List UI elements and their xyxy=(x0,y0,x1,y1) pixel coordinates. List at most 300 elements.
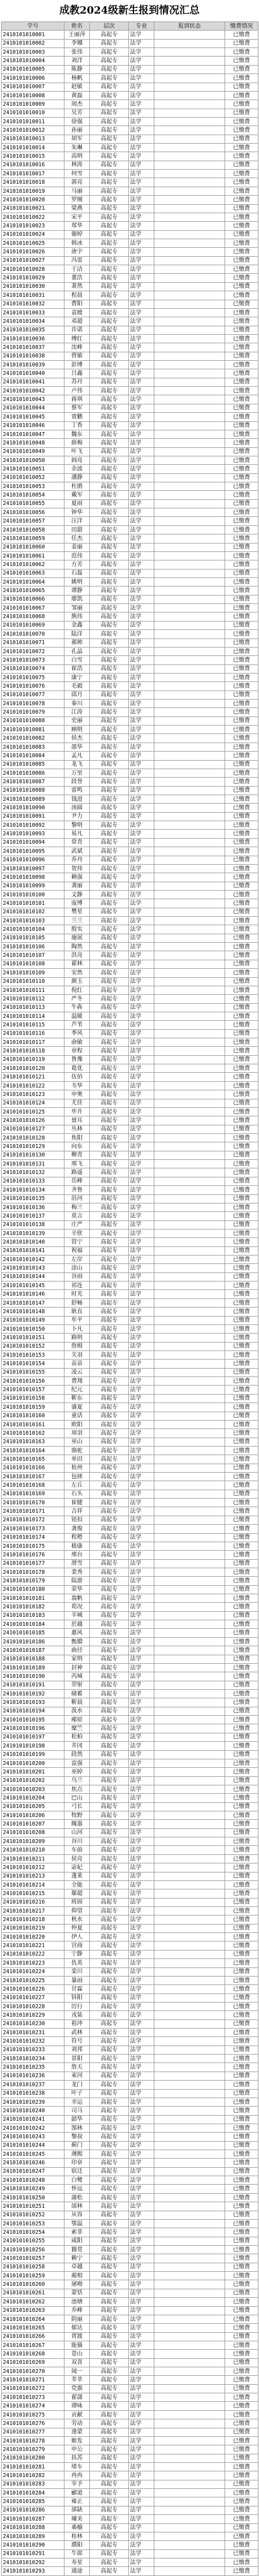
payment-cell: 已缴费 xyxy=(225,1629,258,1637)
payment-cell: 已缴费 xyxy=(225,491,258,499)
student-name-cell: 秋水 xyxy=(64,1915,90,1924)
student-id-cell: 2410101010143 xyxy=(2,1264,64,1272)
student-name-cell: 钮扣 xyxy=(64,1516,90,1524)
level-cell: 高起专 xyxy=(90,752,129,760)
payment-cell: 已缴费 xyxy=(225,1281,258,1290)
student-name-cell: 封神 xyxy=(64,1663,90,1672)
payment-cell: 已缴费 xyxy=(225,1785,258,1793)
payment-cell: 已缴费 xyxy=(225,1073,258,1081)
payment-cell: 已缴费 xyxy=(225,1620,258,1629)
status-cell xyxy=(154,1186,225,1194)
student-id-cell: 2410101010289 xyxy=(2,2532,64,2540)
level-cell: 高起专 xyxy=(90,2445,129,2454)
table-row xyxy=(2,1090,258,1099)
payment-cell: 已缴费 xyxy=(225,248,258,256)
student-name-cell: 林涛 xyxy=(64,161,90,169)
level-cell: 高起专 xyxy=(90,248,129,256)
student-id-cell: 2410101010262 xyxy=(2,2298,64,2306)
table-row xyxy=(2,1585,258,1594)
table-row xyxy=(2,551,258,560)
status-cell xyxy=(154,1985,225,1994)
student-name-cell: 班固 xyxy=(64,1898,90,1906)
level-cell: 高起专 xyxy=(90,2289,129,2297)
table-row xyxy=(2,1716,258,1724)
table-row xyxy=(2,2558,258,2566)
level-cell: 高起专 xyxy=(90,2497,129,2506)
major-cell: 法学 xyxy=(129,126,154,135)
major-cell: 法学 xyxy=(129,517,154,525)
status-cell xyxy=(154,83,225,91)
level-cell: 高起专 xyxy=(90,1246,129,1255)
level-cell: 高起专 xyxy=(90,1933,129,1941)
status-cell xyxy=(154,543,225,551)
status-cell xyxy=(154,1646,225,1655)
table-row xyxy=(2,769,258,777)
student-name-cell: 祖冲 xyxy=(64,2020,90,2028)
payment-cell: 已缴费 xyxy=(225,1906,258,1915)
level-cell: 高起专 xyxy=(90,1663,129,1672)
table-row xyxy=(2,2367,258,2376)
table-row xyxy=(2,2141,258,2150)
student-id-cell: 2410101010194 xyxy=(2,1707,64,1715)
level-cell: 高起专 xyxy=(90,943,129,951)
payment-cell: 已缴费 xyxy=(225,378,258,386)
student-id-cell: 2410101010025 xyxy=(2,239,64,247)
table-row xyxy=(2,170,258,178)
level-cell: 高起专 xyxy=(90,1264,129,1272)
payment-cell: 已缴费 xyxy=(225,1967,258,1976)
level-cell: 高起专 xyxy=(90,1099,129,1107)
level-cell: 高起专 xyxy=(90,1906,129,1915)
major-cell: 法学 xyxy=(129,908,154,916)
status-cell xyxy=(154,1012,225,1020)
student-id-cell: 2410101010168 xyxy=(2,1481,64,1490)
payment-cell: 已缴费 xyxy=(225,1915,258,1924)
level-cell: 高起专 xyxy=(90,691,129,699)
student-name-cell: 束河 xyxy=(64,2072,90,2080)
student-id-cell: 2410101010057 xyxy=(2,517,64,525)
status-cell xyxy=(154,239,225,247)
status-cell xyxy=(154,1776,225,1785)
student-name-cell: 顾明 xyxy=(64,726,90,734)
level-cell: 高起专 xyxy=(90,1828,129,1837)
student-id-cell: 2410101010115 xyxy=(2,1021,64,1029)
table-row xyxy=(2,508,258,517)
level-cell: 高起专 xyxy=(90,334,129,343)
payment-cell: 已缴费 xyxy=(225,2263,258,2271)
student-id-cell: 2410101010230 xyxy=(2,2020,64,2028)
payment-cell: 已缴费 xyxy=(225,2002,258,2010)
student-name-cell: 赖强 xyxy=(64,873,90,882)
table-row xyxy=(2,2020,258,2028)
table-row xyxy=(2,1481,258,1490)
student-name-cell: 黄磊 xyxy=(64,91,90,100)
table-row xyxy=(2,57,258,65)
level-cell: 高起专 xyxy=(90,1420,129,1429)
table-row xyxy=(2,1281,258,1290)
level-cell: 高起专 xyxy=(90,969,129,977)
payment-cell: 已缴费 xyxy=(225,343,258,352)
student-name-cell: 严冬 xyxy=(64,995,90,1003)
major-cell: 法学 xyxy=(129,899,154,908)
table-row xyxy=(2,248,258,256)
major-cell: 法学 xyxy=(129,1594,154,1603)
status-cell xyxy=(154,2515,225,2523)
student-id-cell: 2410101010132 xyxy=(2,1168,64,1177)
status-cell xyxy=(154,1716,225,1724)
level-cell: 高起专 xyxy=(90,1794,129,1802)
major-cell: 法学 xyxy=(129,569,154,577)
payment-cell: 已缴费 xyxy=(225,2384,258,2393)
student-name-cell: 屠呦 xyxy=(64,2280,90,2289)
student-name-cell: 秦川 xyxy=(64,700,90,708)
student-id-cell: 2410101010213 xyxy=(2,1872,64,1880)
student-name-cell: 蔺相 xyxy=(64,2272,90,2280)
status-cell xyxy=(154,804,225,812)
table-row xyxy=(2,1525,258,1533)
status-cell xyxy=(154,1334,225,1342)
payment-cell: 已缴费 xyxy=(225,1168,258,1177)
status-cell xyxy=(154,1672,225,1681)
status-cell xyxy=(154,2219,225,2228)
table-row xyxy=(2,109,258,117)
student-name-cell: 卜凡 xyxy=(64,1324,90,1333)
level-cell: 高起专 xyxy=(90,1116,129,1125)
student-id-cell: 2410101010196 xyxy=(2,1724,64,1733)
student-name-cell: 夏雨 xyxy=(64,499,90,508)
table-row xyxy=(2,2567,258,2575)
student-name-cell: 贺伟 xyxy=(64,864,90,873)
student-name-cell: 易凡 xyxy=(64,830,90,838)
level-cell: 高起专 xyxy=(90,925,129,934)
status-cell xyxy=(154,334,225,343)
level-cell: 高起专 xyxy=(90,2324,129,2332)
student-id-cell: 2410101010056 xyxy=(2,508,64,517)
payment-cell: 已缴费 xyxy=(225,387,258,395)
level-cell: 高起专 xyxy=(90,57,129,65)
level-cell: 高起专 xyxy=(90,2167,129,2176)
student-name-cell: 蒋琪 xyxy=(64,395,90,404)
level-cell: 高起专 xyxy=(90,100,129,109)
major-cell: 法学 xyxy=(129,838,154,847)
major-cell: 法学 xyxy=(129,2246,154,2254)
major-cell: 法学 xyxy=(129,969,154,977)
table-row xyxy=(2,2185,258,2193)
student-id-cell: 2410101010067 xyxy=(2,604,64,612)
level-cell: 高起专 xyxy=(90,421,129,430)
level-cell: 高起专 xyxy=(90,2480,129,2488)
major-cell: 法学 xyxy=(129,2515,154,2523)
major-cell: 法学 xyxy=(129,925,154,934)
major-cell: 法学 xyxy=(129,1759,154,1767)
table-row xyxy=(2,1594,258,1603)
payment-cell: 已缴费 xyxy=(225,1637,258,1646)
payment-cell: 已缴费 xyxy=(225,1316,258,1324)
student-name-cell: 姜丽 xyxy=(64,543,90,551)
payment-cell: 已缴费 xyxy=(225,2376,258,2384)
table-row xyxy=(2,1603,258,1611)
student-name-cell: 井冈 xyxy=(64,1742,90,1750)
status-cell xyxy=(154,638,225,647)
student-name-cell: 扶苏 xyxy=(64,2454,90,2462)
payment-cell: 已缴费 xyxy=(225,213,258,221)
status-cell xyxy=(154,752,225,760)
payment-cell: 已缴费 xyxy=(225,1542,258,1550)
student-id-cell: 2410101010085 xyxy=(2,760,64,769)
payment-cell: 已缴费 xyxy=(225,2454,258,2462)
level-cell: 高起专 xyxy=(90,717,129,725)
major-cell: 法学 xyxy=(129,2219,154,2228)
student-name-cell: 暴雨 xyxy=(64,1976,90,1984)
status-cell xyxy=(154,882,225,890)
major-cell: 法学 xyxy=(129,274,154,282)
table-row xyxy=(2,691,258,699)
table-row xyxy=(2,1107,258,1116)
level-cell: 高起专 xyxy=(90,2272,129,2280)
student-id-cell: 2410101010136 xyxy=(2,1203,64,1211)
level-cell: 高起专 xyxy=(90,91,129,100)
major-cell: 法学 xyxy=(129,1116,154,1125)
student-id-cell: 2410101010086 xyxy=(2,769,64,777)
student-name-cell: 蓟门 xyxy=(64,2141,90,2150)
table-row xyxy=(2,2506,258,2514)
payment-cell: 已缴费 xyxy=(225,517,258,525)
student-name-cell: 康宁 xyxy=(64,673,90,681)
student-id-cell: 2410101010108 xyxy=(2,960,64,968)
status-cell xyxy=(154,717,225,725)
status-cell xyxy=(154,1976,225,1984)
student-id-cell: 2410101010281 xyxy=(2,2462,64,2471)
student-name-cell: 郜林 xyxy=(64,2124,90,2132)
status-cell xyxy=(154,1003,225,1012)
table-row xyxy=(2,925,258,934)
level-cell: 高起专 xyxy=(90,1846,129,1854)
payment-cell: 已缴费 xyxy=(225,1820,258,1828)
payment-cell: 已缴费 xyxy=(225,1516,258,1524)
status-cell xyxy=(154,2280,225,2289)
major-cell: 法学 xyxy=(129,1394,154,1403)
student-name-cell: 李娜 xyxy=(64,39,90,48)
table-row xyxy=(2,1290,258,1298)
student-id-cell: 2410101010150 xyxy=(2,1324,64,1333)
status-cell xyxy=(154,352,225,360)
table-row xyxy=(2,1629,258,1637)
student-id-cell: 2410101010053 xyxy=(2,482,64,491)
level-cell: 高起专 xyxy=(90,1412,129,1420)
payment-cell: 已缴费 xyxy=(225,1134,258,1142)
table-row xyxy=(2,1403,258,1412)
level-cell: 高起专 xyxy=(90,1733,129,1741)
student-name-cell: 傅红 xyxy=(64,334,90,343)
level-cell: 高起专 xyxy=(90,578,129,586)
student-id-cell: 2410101010244 xyxy=(2,2141,64,2150)
student-id-cell: 2410101010189 xyxy=(2,1663,64,1672)
major-cell: 法学 xyxy=(129,786,154,795)
level-cell: 高起专 xyxy=(90,2263,129,2271)
level-cell: 高起专 xyxy=(90,890,129,899)
status-cell xyxy=(154,1933,225,1941)
student-id-cell: 2410101010240 xyxy=(2,2107,64,2115)
status-cell xyxy=(154,1863,225,1872)
student-id-cell: 2410101010055 xyxy=(2,499,64,508)
student-id-cell: 2410101010212 xyxy=(2,1863,64,1872)
table-row xyxy=(2,812,258,821)
payment-cell: 已缴费 xyxy=(225,2141,258,2150)
student-name-cell: 邵华 xyxy=(64,743,90,751)
status-cell xyxy=(154,31,225,39)
major-cell: 法学 xyxy=(129,2376,154,2384)
student-id-cell: 2410101010222 xyxy=(2,1950,64,1958)
status-cell xyxy=(154,1073,225,1081)
student-id-cell: 2410101010117 xyxy=(2,1038,64,1047)
level-cell: 高起专 xyxy=(90,1021,129,1029)
level-cell: 高起专 xyxy=(90,2454,129,2462)
student-id-cell: 2410101010008 xyxy=(2,91,64,100)
status-cell xyxy=(154,917,225,925)
table-row xyxy=(2,456,258,464)
payment-cell: 已缴费 xyxy=(225,890,258,899)
table-row xyxy=(2,326,258,334)
status-cell xyxy=(154,109,225,117)
status-cell xyxy=(154,2211,225,2219)
payment-cell: 已缴费 xyxy=(225,899,258,908)
payment-cell: 已缴费 xyxy=(225,1481,258,1490)
student-id-cell: 2410101010113 xyxy=(2,1003,64,1012)
level-cell: 高起专 xyxy=(90,1238,129,1246)
table-row xyxy=(2,1577,258,1585)
payment-cell: 已缴费 xyxy=(225,2393,258,2402)
student-name-cell: 靳晨 xyxy=(64,1698,90,1707)
table-row xyxy=(2,430,258,438)
payment-cell: 已缴费 xyxy=(225,795,258,803)
level-cell: 高起专 xyxy=(90,1272,129,1281)
status-cell xyxy=(154,1403,225,1412)
student-id-cell: 2410101010093 xyxy=(2,830,64,838)
level-cell: 高起专 xyxy=(90,256,129,265)
payment-cell: 已缴费 xyxy=(225,204,258,213)
status-cell xyxy=(154,2063,225,2072)
status-cell xyxy=(154,630,225,638)
payment-cell: 已缴费 xyxy=(225,1854,258,1863)
student-id-cell: 2410101010123 xyxy=(2,1090,64,1099)
status-cell xyxy=(154,317,225,326)
status-cell xyxy=(154,1994,225,2002)
header-student-id: 学号 xyxy=(2,22,64,31)
level-cell: 高起专 xyxy=(90,2280,129,2289)
table-row xyxy=(2,578,258,586)
major-cell: 法学 xyxy=(129,1203,154,1211)
payment-cell: 已缴费 xyxy=(225,308,258,317)
status-cell xyxy=(154,1151,225,1159)
level-cell: 高起专 xyxy=(90,482,129,491)
level-cell: 高起专 xyxy=(90,439,129,447)
table-row xyxy=(2,838,258,847)
student-name-cell: 栾川 xyxy=(64,1967,90,1976)
payment-cell: 已缴费 xyxy=(225,2532,258,2540)
student-name-cell: 郭亮 xyxy=(64,178,90,187)
table-row xyxy=(2,1420,258,1429)
payment-cell: 已缴费 xyxy=(225,2098,258,2106)
status-cell xyxy=(154,873,225,882)
student-id-cell: 2410101010207 xyxy=(2,1820,64,1828)
student-id-cell: 2410101010227 xyxy=(2,1994,64,2002)
level-cell: 高起专 xyxy=(90,178,129,187)
table-row xyxy=(2,1438,258,1446)
table-row xyxy=(2,404,258,412)
status-cell xyxy=(154,1386,225,1394)
student-id-cell: 2410101010083 xyxy=(2,743,64,751)
student-name-cell: 叶子 xyxy=(64,2089,90,2098)
student-name-cell: 孟凡 xyxy=(64,752,90,760)
status-cell xyxy=(154,1551,225,1559)
student-name-cell: 宓妃 xyxy=(64,1863,90,1872)
status-cell xyxy=(154,1047,225,1055)
level-cell: 高起专 xyxy=(90,1473,129,1481)
student-name-cell: 何雪 xyxy=(64,170,90,178)
payment-cell: 已缴费 xyxy=(225,2107,258,2115)
payment-cell: 已缴费 xyxy=(225,847,258,856)
status-cell xyxy=(154,2410,225,2419)
student-name-cell: 钟华 xyxy=(64,508,90,517)
major-cell: 法学 xyxy=(129,1055,154,1064)
level-cell: 高起专 xyxy=(90,1029,129,1038)
major-cell: 法学 xyxy=(129,1316,154,1324)
table-row xyxy=(2,1733,258,1741)
status-cell xyxy=(154,864,225,873)
level-cell: 高起专 xyxy=(90,83,129,91)
payment-cell: 已缴费 xyxy=(225,39,258,48)
status-cell xyxy=(154,1446,225,1455)
student-name-cell: 王丽萍 xyxy=(64,31,90,39)
student-id-cell: 2410101010239 xyxy=(2,2098,64,2106)
student-name-cell: 詹天 xyxy=(64,2063,90,2072)
student-name-cell: 车前 xyxy=(64,1846,90,1854)
major-cell: 法学 xyxy=(129,1438,154,1446)
table-row xyxy=(2,1272,258,1281)
student-id-cell: 2410101010028 xyxy=(2,265,64,274)
major-cell: 法学 xyxy=(129,656,154,665)
status-cell xyxy=(154,439,225,447)
major-cell: 法学 xyxy=(129,2263,154,2271)
major-cell: 法学 xyxy=(129,2506,154,2514)
status-cell xyxy=(154,2150,225,2159)
payment-cell: 已缴费 xyxy=(225,1412,258,1420)
payment-cell: 已缴费 xyxy=(225,1846,258,1854)
student-id-cell: 2410101010042 xyxy=(2,387,64,395)
major-cell: 法学 xyxy=(129,2367,154,2376)
student-name-cell: 向东 xyxy=(64,1142,90,1151)
payment-cell: 已缴费 xyxy=(225,447,258,456)
student-id-cell: 2410101010153 xyxy=(2,1350,64,1359)
level-cell: 高起专 xyxy=(90,1533,129,1542)
major-cell: 法学 xyxy=(129,882,154,890)
major-cell: 法学 xyxy=(129,691,154,699)
student-id-cell: 2410101010045 xyxy=(2,413,64,421)
major-cell: 法学 xyxy=(129,1811,154,1820)
status-cell xyxy=(154,1880,225,1889)
student-id-cell: 2410101010129 xyxy=(2,1142,64,1151)
table-row xyxy=(2,1446,258,1455)
major-cell: 法学 xyxy=(129,222,154,230)
table-row xyxy=(2,1012,258,1020)
table-row xyxy=(2,638,258,647)
major-cell: 法学 xyxy=(129,2532,154,2540)
status-cell xyxy=(154,1481,225,1490)
payment-cell: 已缴费 xyxy=(225,908,258,916)
status-cell xyxy=(154,1802,225,1811)
major-cell: 法学 xyxy=(129,1151,154,1159)
level-cell: 高起专 xyxy=(90,1481,129,1490)
